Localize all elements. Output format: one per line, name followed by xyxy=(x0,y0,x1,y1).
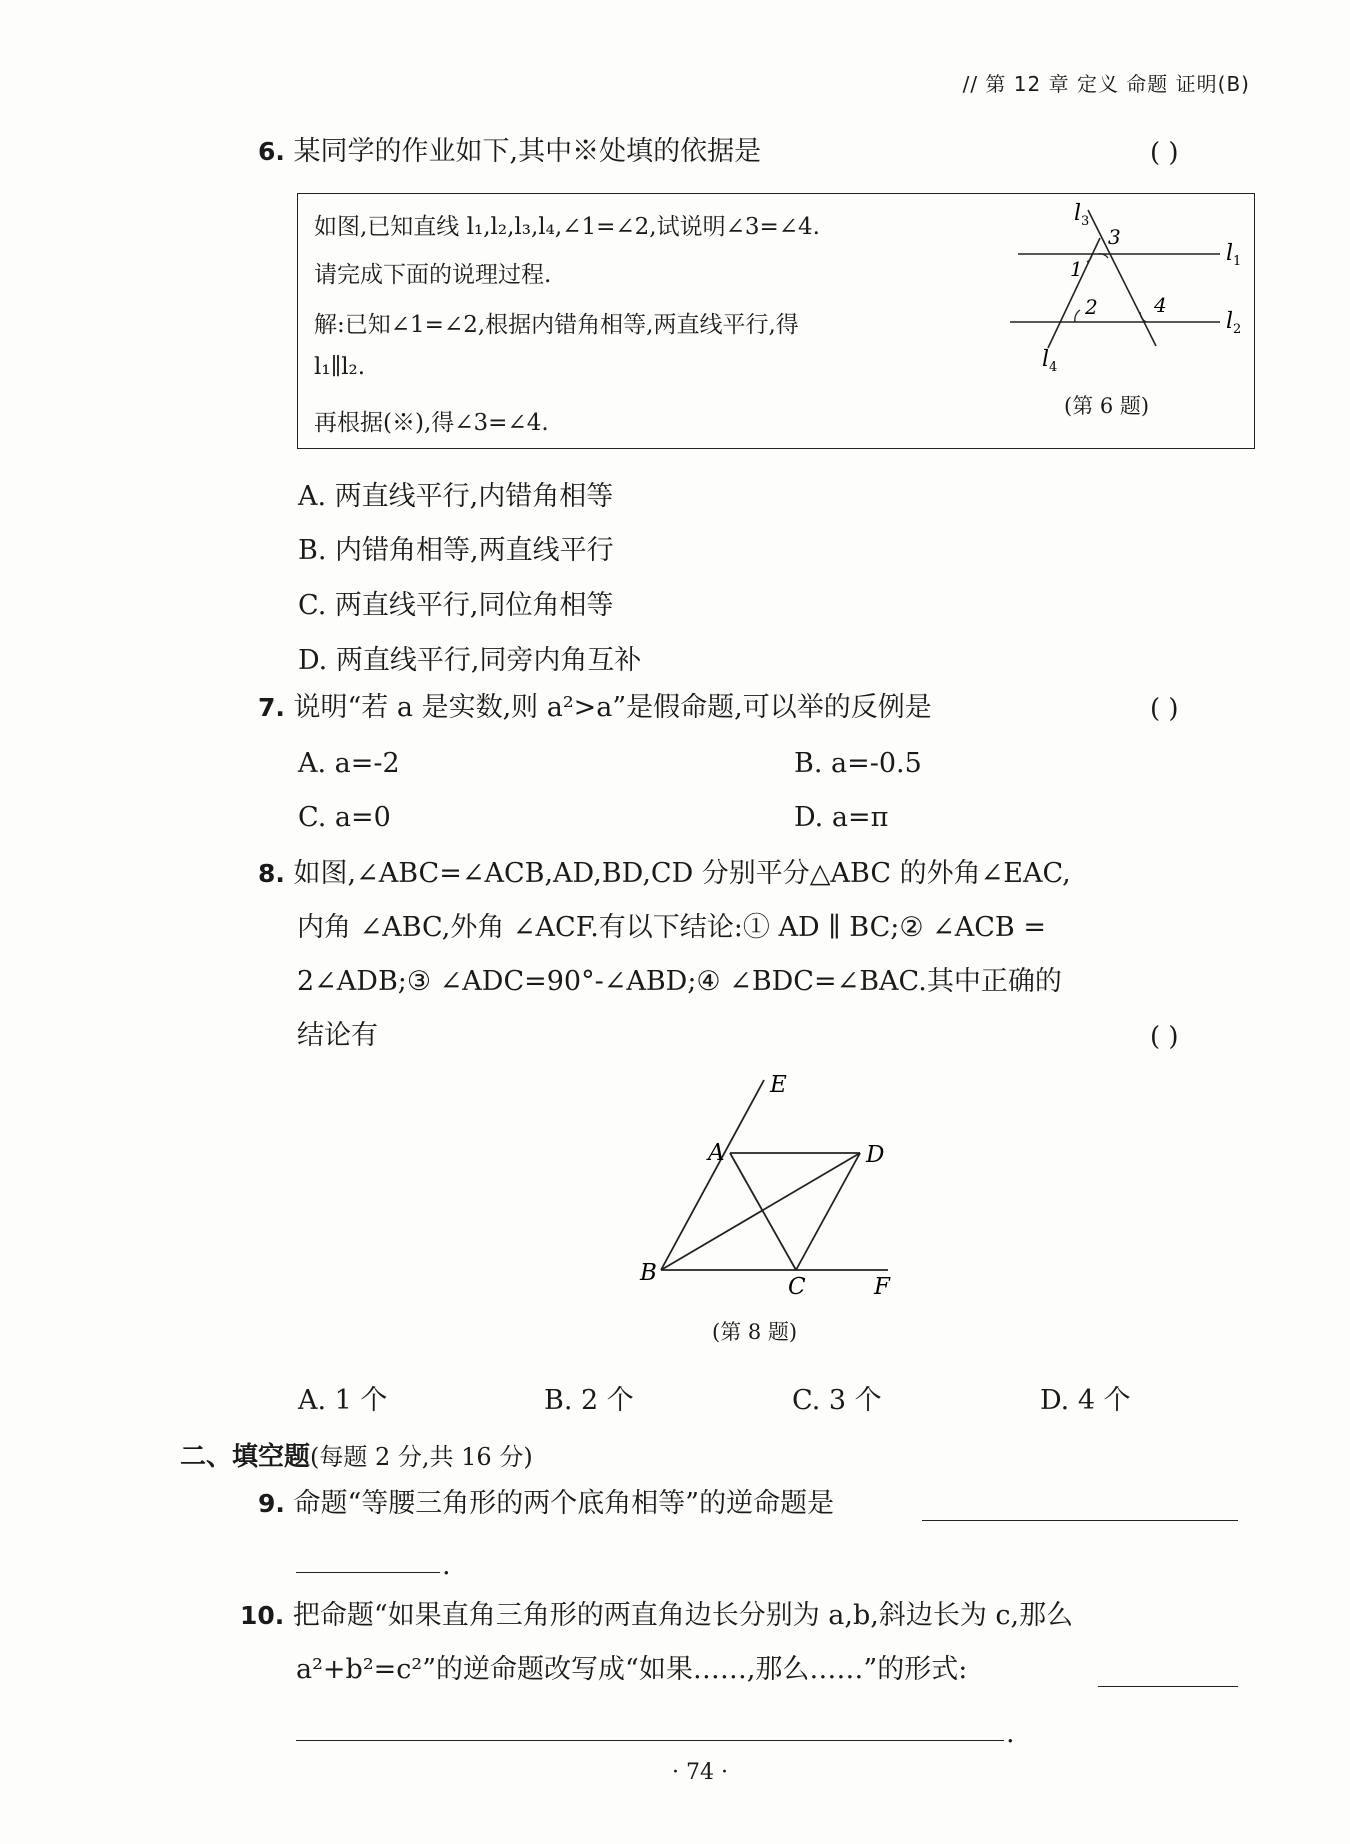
homework-box xyxy=(297,193,1255,449)
chapter-header: // 第 12 章 定义 命题 证明(B) xyxy=(962,72,1250,96)
question-number: 6. xyxy=(258,137,285,166)
label-A: A xyxy=(708,1140,725,1166)
label-l1: $l_1$ xyxy=(1226,241,1242,269)
q6-option-b[interactable]: B. 内错角相等,两直线平行 xyxy=(298,535,614,566)
question-number: 7. xyxy=(258,693,285,722)
period: . xyxy=(442,1550,451,1581)
question-7 xyxy=(258,694,932,721)
label-angle-2: 2 xyxy=(1085,295,1098,319)
page-number: · 74 · xyxy=(672,1760,728,1785)
line-BD xyxy=(661,1153,860,1270)
box-line-2: 请完成下面的说理过程. xyxy=(314,262,552,288)
label-l4: $l_4$ xyxy=(1042,347,1058,375)
question-8-line-4: 结论有 xyxy=(297,1020,378,1051)
line-l3 xyxy=(1088,210,1156,346)
box-line-4: l₁∥l₂. xyxy=(314,354,366,380)
figure-6 xyxy=(988,198,1250,378)
question-number: 9. xyxy=(258,1489,285,1518)
section-title: 二、填空题 xyxy=(180,1442,311,1472)
question-10 xyxy=(240,1602,1073,1629)
q6-option-c[interactable]: C. 两直线平行,同位角相等 xyxy=(298,590,614,621)
q6-option-d[interactable]: D. 两直线平行,同旁内角互补 xyxy=(298,645,642,676)
question-8 xyxy=(258,860,1071,887)
line-AC xyxy=(730,1153,796,1270)
angle-1-arc xyxy=(1087,254,1092,262)
label-C: C xyxy=(788,1274,806,1300)
figure-6-caption: (第 6 题) xyxy=(1064,394,1150,418)
label-angle-1: 1 xyxy=(1070,257,1083,281)
q8-option-d[interactable]: D. 4 个 xyxy=(1040,1385,1131,1416)
answer-blank[interactable] xyxy=(296,1740,1004,1741)
question-8-line-2: 内角 ∠ABC,外角 ∠ACF.有以下结论:① AD ∥ BC;② ∠ACB = xyxy=(297,912,1046,943)
label-angle-3: 3 xyxy=(1108,225,1121,249)
q8-option-b[interactable]: B. 2 个 xyxy=(544,1385,634,1416)
box-line-1: 如图,已知直线 l₁,l₂,l₃,l₄,∠1=∠2,试说明∠3=∠4. xyxy=(314,214,820,240)
q7-option-a[interactable]: A. a=-2 xyxy=(298,748,400,779)
section-2-heading xyxy=(180,1436,533,1473)
figure-8 xyxy=(630,1070,910,1300)
question-8-line-3: 2∠ADB;③ ∠ADC=90°-∠ABD;④ ∠BDC=∠BAC.其中正确的 xyxy=(297,966,1062,997)
q6-option-a[interactable]: A. 两直线平行,内错角相等 xyxy=(298,481,614,512)
question-line-1: 如图,∠ABC=∠ACB,AD,BD,CD 分别平分△ABC 的外角∠EAC, xyxy=(293,858,1071,889)
question-9 xyxy=(258,1490,834,1517)
section-subtitle: (每题 2 分,共 16 分) xyxy=(310,1443,533,1471)
q7-option-b[interactable]: B. a=-0.5 xyxy=(794,748,922,779)
question-stem: 命题“等腰三角形的两个底角相等”的逆命题是 xyxy=(293,1488,835,1519)
q7-option-d[interactable]: D. a=π xyxy=(794,802,889,833)
line-BE xyxy=(661,1080,764,1270)
question-number: 8. xyxy=(258,859,285,888)
question-6 xyxy=(258,138,761,165)
box-line-5: 再根据(※),得∠3=∠4. xyxy=(314,410,549,436)
q8-option-a[interactable]: A. 1 个 xyxy=(298,1385,388,1416)
label-l2: $l_2$ xyxy=(1226,309,1242,337)
question-line-1: 把命题“如果直角三角形的两直角边长分别为 a,b,斜边长为 c,那么 xyxy=(292,1600,1074,1631)
line-CD xyxy=(796,1153,860,1270)
answer-blank[interactable] xyxy=(296,1572,440,1573)
answer-parentheses: ( ) xyxy=(1150,138,1179,168)
answer-blank[interactable] xyxy=(1098,1686,1238,1687)
label-angle-4: 4 xyxy=(1154,293,1167,317)
label-B: B xyxy=(640,1260,657,1286)
answer-parentheses: ( ) xyxy=(1150,1022,1179,1052)
period: . xyxy=(1006,1718,1015,1749)
answer-blank[interactable] xyxy=(922,1520,1238,1521)
label-E: E xyxy=(770,1072,787,1098)
question-number: 10. xyxy=(240,1601,285,1630)
angle-2-arc xyxy=(1075,310,1080,322)
q8-option-c[interactable]: C. 3 个 xyxy=(792,1385,882,1416)
question-stem: 某同学的作业如下,其中※处填的依据是 xyxy=(293,136,762,167)
question-10-line-2: a²+b²=c²”的逆命题改写成“如果……,那么……”的形式: xyxy=(296,1654,968,1685)
question-stem: 说明“若 a 是实数,则 a²>a”是假命题,可以举的反例是 xyxy=(293,692,932,723)
label-D: D xyxy=(866,1142,885,1168)
q7-option-c[interactable]: C. a=0 xyxy=(298,802,391,833)
figure-8-caption: (第 8 题) xyxy=(712,1320,798,1344)
label-F: F xyxy=(874,1274,890,1300)
angle-4-arc xyxy=(1140,312,1146,322)
answer-parentheses: ( ) xyxy=(1150,694,1179,724)
box-line-3: 解:已知∠1=∠2,根据内错角相等,两直线平行,得 xyxy=(314,312,799,338)
label-l3: $l_3$ xyxy=(1074,201,1090,229)
